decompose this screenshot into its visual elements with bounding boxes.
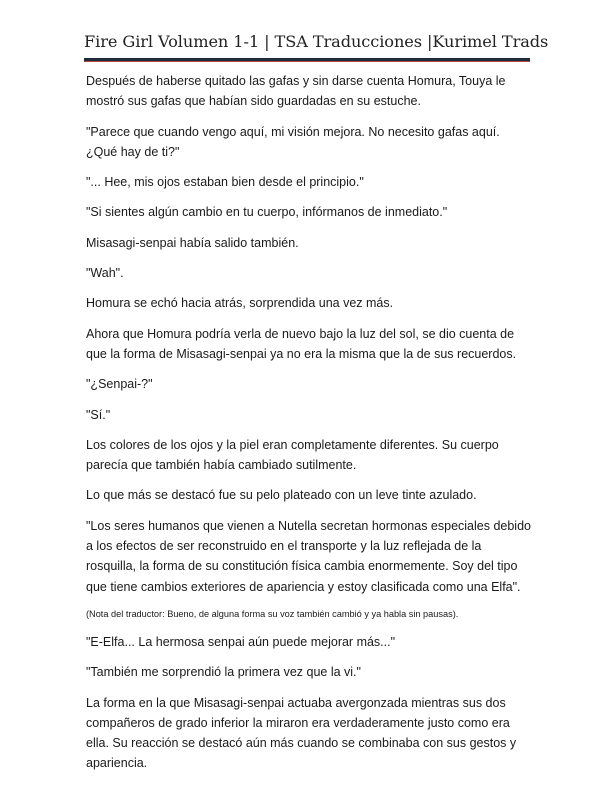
document-body [86,71,532,784]
translator-note: (Nota del traductor: Bueno, de alguna forma su voz también cambió y ya habla sin pausas). [86,608,459,619]
paragraph: Ahora que Homura podría verla de nuevo bajo la luz del sol, se dio cuenta de que la forma de Misasagi-senpai ya no era la misma que la de sus recuerdos. [86,326,517,361]
paragraph: "Si sientes algún cambio en tu cuerpo, infórmanos de inmediato." [86,205,448,220]
paragraph: Misasagi-senpai había salido también. [86,235,299,250]
paragraph: "Wah". [86,266,124,281]
page-header-title: Fire Girl Volumen 1-1 | TSA Traducciones |Kurimel Trads [84,32,549,51]
paragraph: "Los seres humanos que vienen a Nutella secretan hormonas especiales debido a los efectos de ser reconstruido en el transporte y la luz reflejada de la rosquilla, la forma de su constitución física cambia enormemente. Soy del tipo que tiene cambios exteriores de apariencia y estoy clasificada como una Elfa". [86,518,531,594]
paragraph: Lo que más se destacó fue su pelo plateado con un leve tinte azulado. [86,488,477,503]
paragraph: "... Hee, mis ojos estaban bien desde el principio." [86,175,364,190]
paragraph: Homura se echó hacia atrás, sorprendida una vez más. [86,296,394,311]
paragraph: La forma en la que Misasagi-senpai actuaba avergonzada mientras sus dos compañeros de grado inferior la miraron era verdaderamente justo como era ella. Su reacción se destacó aún más cuando se combinaba con sus gestos y apariencia. [86,695,517,771]
header-rule-red [84,61,530,62]
paragraph: Después de haberse quitado las gafas y sin darse cuenta Homura, Touya le mostró sus gafas que habían sido guardadas en su estuche. [86,74,506,109]
paragraph: "Parece que cuando vengo aquí, mi visión mejora. No necesito gafas aquí. ¿Qué hay de ti?" [86,124,500,159]
paragraph: "Sí." [86,407,111,422]
paragraph: "E-Elfa... La hermosa senpai aún puede mejorar más..." [86,634,396,649]
paragraph: "¿Senpai-?" [86,377,153,392]
paragraph: "También me sorprendió la primera vez que la vi." [86,665,361,680]
paragraph: Los colores de los ojos y la piel eran completamente diferentes. Su cuerpo parecía que también había cambiado sutilmente. [86,437,499,473]
